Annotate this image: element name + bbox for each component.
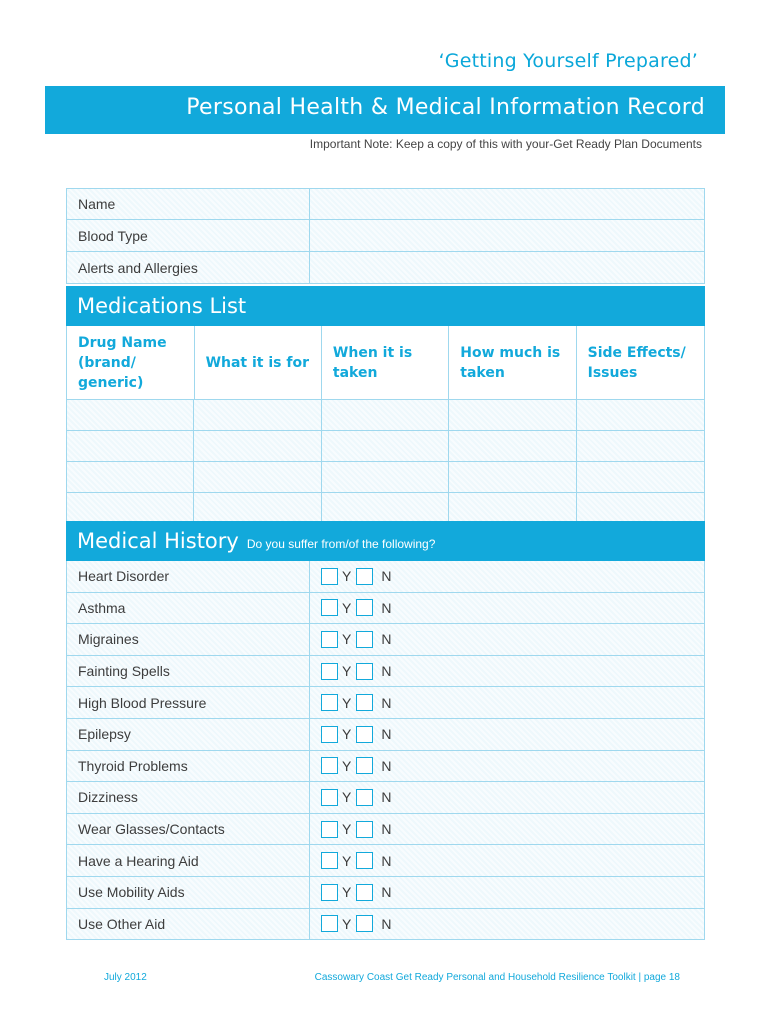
medical-history-row bbox=[66, 561, 705, 593]
yes-label: Y bbox=[342, 852, 352, 869]
no-label: N bbox=[381, 663, 392, 680]
yes-no-options bbox=[310, 814, 704, 845]
column-header-amount: How much is taken bbox=[449, 326, 576, 399]
yes-label: Y bbox=[342, 789, 352, 806]
yes-checkbox[interactable] bbox=[321, 726, 338, 743]
yes-checkbox[interactable] bbox=[321, 663, 338, 680]
medication-cell[interactable] bbox=[67, 462, 194, 492]
medical-history-row bbox=[66, 909, 705, 941]
condition-label: Asthma bbox=[67, 593, 310, 624]
medication-cell[interactable] bbox=[67, 431, 194, 461]
no-label: N bbox=[381, 789, 392, 806]
yes-no-options bbox=[310, 909, 704, 940]
medical-history-rows bbox=[66, 561, 705, 940]
condition-label: Epilepsy bbox=[67, 719, 310, 750]
yes-label: Y bbox=[342, 663, 352, 680]
medication-row bbox=[66, 493, 705, 522]
info-label: Alerts and Allergies bbox=[67, 252, 310, 283]
personal-info-table bbox=[66, 188, 705, 284]
allergies-field[interactable] bbox=[310, 252, 704, 283]
medical-history-row bbox=[66, 845, 705, 877]
no-checkbox[interactable] bbox=[356, 726, 373, 743]
medication-cell[interactable] bbox=[322, 400, 449, 430]
title-banner bbox=[45, 86, 725, 134]
medical-history-subtitle: Do you suffer from/of the following? bbox=[246, 537, 436, 551]
medical-history-row bbox=[66, 814, 705, 846]
condition-label: High Blood Pressure bbox=[67, 687, 310, 718]
no-label: N bbox=[381, 884, 392, 901]
no-checkbox[interactable] bbox=[356, 599, 373, 616]
medical-history-row bbox=[66, 687, 705, 719]
condition-label: Wear Glasses/Contacts bbox=[67, 814, 310, 845]
yes-checkbox[interactable] bbox=[321, 884, 338, 901]
info-row-name bbox=[66, 188, 705, 220]
yes-label: Y bbox=[342, 726, 352, 743]
column-header-drug-name: Drug Name (brand/ generic) bbox=[67, 326, 195, 399]
name-field[interactable] bbox=[310, 189, 704, 219]
yes-no-options bbox=[310, 593, 704, 624]
yes-checkbox[interactable] bbox=[321, 631, 338, 648]
medical-history-row bbox=[66, 782, 705, 814]
yes-checkbox[interactable] bbox=[321, 757, 338, 774]
yes-no-options bbox=[310, 624, 704, 655]
medication-row bbox=[66, 462, 705, 493]
medical-history-row bbox=[66, 656, 705, 688]
medication-cell[interactable] bbox=[322, 431, 449, 461]
yes-checkbox[interactable] bbox=[321, 915, 338, 932]
page-subtitle: ‘Getting Yourself Prepared’ bbox=[438, 50, 698, 72]
no-checkbox[interactable] bbox=[356, 789, 373, 806]
medication-cell[interactable] bbox=[322, 462, 449, 492]
medical-history-title: Medical History bbox=[77, 529, 239, 553]
no-label: N bbox=[381, 757, 392, 774]
yes-no-options bbox=[310, 561, 704, 592]
yes-no-options bbox=[310, 845, 704, 876]
yes-checkbox[interactable] bbox=[321, 694, 338, 711]
yes-label: Y bbox=[342, 599, 352, 616]
yes-no-options bbox=[310, 656, 704, 687]
footer-source: Cassowary Coast Get Ready Personal and Household Resilience Toolkit | page 18 bbox=[314, 972, 680, 983]
no-checkbox[interactable] bbox=[356, 757, 373, 774]
medication-cell[interactable] bbox=[577, 400, 704, 430]
yes-checkbox[interactable] bbox=[321, 821, 338, 838]
condition-label: Use Mobility Aids bbox=[67, 877, 310, 908]
medications-header bbox=[66, 286, 705, 326]
info-label: Name bbox=[67, 189, 310, 219]
medication-cell[interactable] bbox=[577, 431, 704, 461]
no-label: N bbox=[381, 631, 392, 648]
no-label: N bbox=[381, 568, 392, 585]
column-header-purpose: What it is for bbox=[195, 326, 322, 399]
medication-cell[interactable] bbox=[577, 462, 704, 492]
yes-checkbox[interactable] bbox=[321, 852, 338, 869]
yes-label: Y bbox=[342, 915, 352, 932]
column-header-when: When it is taken bbox=[322, 326, 449, 399]
yes-no-options bbox=[310, 782, 704, 813]
medication-cell[interactable] bbox=[194, 462, 321, 492]
yes-label: Y bbox=[342, 694, 352, 711]
yes-checkbox[interactable] bbox=[321, 568, 338, 585]
medications-column-headers bbox=[66, 326, 705, 400]
yes-no-options bbox=[310, 687, 704, 718]
footer-date: July 2012 bbox=[104, 972, 147, 983]
medication-row bbox=[66, 431, 705, 462]
yes-label: Y bbox=[342, 757, 352, 774]
condition-label: Migraines bbox=[67, 624, 310, 655]
no-label: N bbox=[381, 694, 392, 711]
no-checkbox[interactable] bbox=[356, 568, 373, 585]
medical-history-row bbox=[66, 719, 705, 751]
no-checkbox[interactable] bbox=[356, 631, 373, 648]
no-checkbox[interactable] bbox=[356, 663, 373, 680]
yes-label: Y bbox=[342, 631, 352, 648]
blood-type-field[interactable] bbox=[310, 220, 704, 251]
no-checkbox[interactable] bbox=[356, 852, 373, 869]
page-title: Personal Health & Medical Information Record bbox=[186, 95, 705, 120]
yes-no-options bbox=[310, 719, 704, 750]
yes-checkbox[interactable] bbox=[321, 599, 338, 616]
important-note: Important Note: Keep a copy of this with your-Get Ready Plan Documents bbox=[309, 137, 702, 151]
condition-label: Dizziness bbox=[67, 782, 310, 813]
no-label: N bbox=[381, 821, 392, 838]
condition-label: Fainting Spells bbox=[67, 656, 310, 687]
condition-label: Use Other Aid bbox=[67, 909, 310, 940]
medication-cell[interactable] bbox=[449, 400, 576, 430]
no-label: N bbox=[381, 915, 392, 932]
medication-row bbox=[66, 400, 705, 431]
yes-label: Y bbox=[342, 821, 352, 838]
yes-label: Y bbox=[342, 884, 352, 901]
yes-no-options bbox=[310, 751, 704, 782]
medical-history-header bbox=[66, 521, 705, 561]
no-checkbox[interactable] bbox=[356, 821, 373, 838]
medical-history-table bbox=[66, 521, 705, 940]
info-row-blood-type bbox=[66, 220, 705, 252]
yes-no-options bbox=[310, 877, 704, 908]
no-checkbox[interactable] bbox=[356, 694, 373, 711]
medication-cell[interactable] bbox=[449, 493, 576, 521]
yes-checkbox[interactable] bbox=[321, 789, 338, 806]
yes-label: Y bbox=[342, 568, 352, 585]
medical-history-row bbox=[66, 624, 705, 656]
medications-title: Medications List bbox=[77, 294, 247, 318]
condition-label: Heart Disorder bbox=[67, 561, 310, 592]
no-label: N bbox=[381, 599, 392, 616]
medical-history-row bbox=[66, 751, 705, 783]
medication-cell[interactable] bbox=[322, 493, 449, 521]
medication-cell[interactable] bbox=[67, 400, 194, 430]
medication-cell[interactable] bbox=[67, 493, 194, 521]
condition-label: Thyroid Problems bbox=[67, 751, 310, 782]
no-label: N bbox=[381, 726, 392, 743]
medication-cell[interactable] bbox=[449, 431, 576, 461]
info-row-allergies bbox=[66, 252, 705, 284]
medication-cell[interactable] bbox=[194, 493, 321, 521]
medication-cell[interactable] bbox=[194, 431, 321, 461]
no-checkbox[interactable] bbox=[356, 884, 373, 901]
medical-history-row bbox=[66, 877, 705, 909]
medication-cell[interactable] bbox=[577, 493, 704, 521]
medication-cell[interactable] bbox=[449, 462, 576, 492]
no-checkbox[interactable] bbox=[356, 915, 373, 932]
info-label: Blood Type bbox=[67, 220, 310, 251]
medications-table bbox=[66, 286, 705, 522]
no-label: N bbox=[381, 852, 392, 869]
condition-label: Have a Hearing Aid bbox=[67, 845, 310, 876]
medication-cell[interactable] bbox=[194, 400, 321, 430]
medical-history-row bbox=[66, 593, 705, 625]
column-header-side-effects: Side Effects/ Issues bbox=[587, 344, 686, 381]
